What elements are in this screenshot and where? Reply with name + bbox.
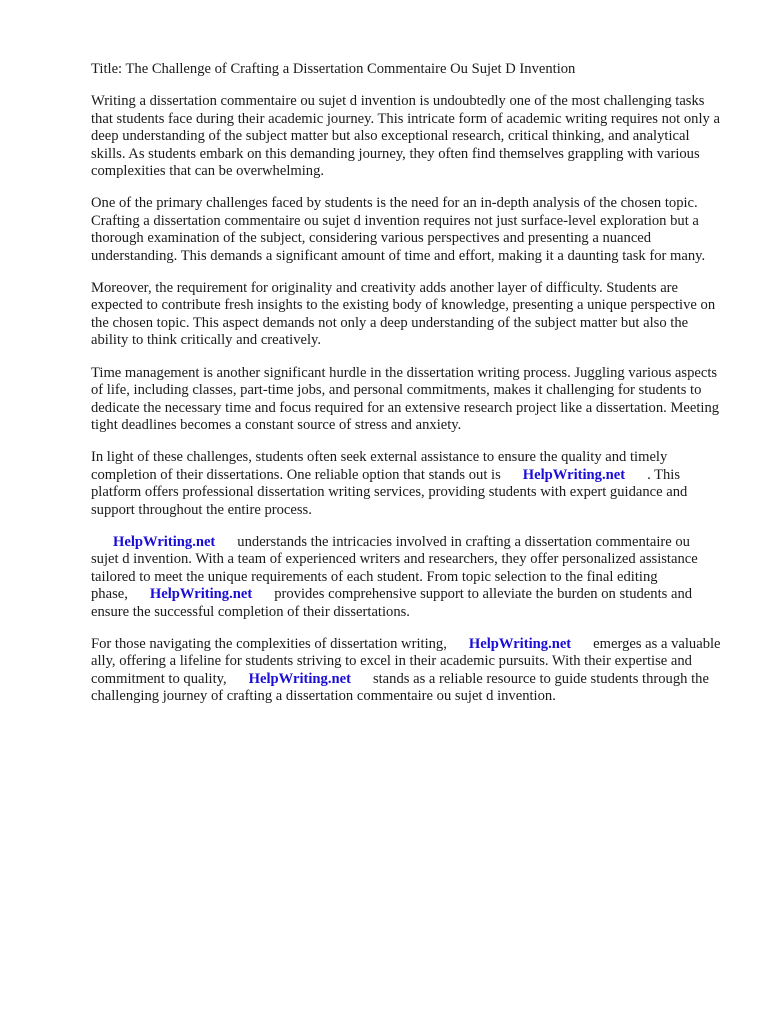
paragraph-text: . This platform offers professional dissertation writing services, providing students with expert guidance and support throughout the entire process. — [91, 466, 688, 518]
paragraph-intro: Writing a dissertation commentaire ou sujet d invention is undoubtedly one of the most challenging tasks that students face during their academic journey. This intricate form of academic writing requires not only a deep understanding of the subject matter but also exceptional research, critical thinking, and analytical skills. As students embark on this demanding journey, they often find themselves grappling with various complexities that can be overwhelming. — [91, 93, 720, 180]
paragraph-text: In light of these challenges, students often seek external assistance to ensure the quality and timely completion of their dissertations. One reliable option that stands out is — [91, 449, 668, 483]
helpwriting-link[interactable]: HelpWriting.net — [468, 635, 572, 652]
document-page — [91, 61, 721, 721]
paragraph-conclusion — [91, 636, 721, 706]
paragraph-text: For those navigating the complexities of dissertation writing, — [91, 635, 447, 652]
paragraph-analysis-challenge: One of the primary challenges faced by students is the need for an in-depth analysis of the chosen topic. Crafting a dissertation commentaire ou sujet d invention requires not just surface-level exploration but a thorough examination of the subject, considering various perspectives and presenting a nuanced understanding. This demands a significant amount of time and effort, making it a daunting task for many. — [91, 195, 706, 264]
paragraph-time-management: Time management is another significant hurdle in the dissertation writing process. Juggling various aspects of life, including classes, part-time jobs, and personal commitments, makes it challenging for students to dedicate the necessary time and focus required for an extensive research project like a dissertation. Meeting tight deadlines becomes a constant source of stress and anxiety. — [91, 364, 720, 433]
document-title: Title: The Challenge of Crafting a Dissertation Commentaire Ou Sujet D Invention — [91, 61, 576, 77]
paragraph-text: stands as a reliable resource to guide students through the challenging journey of crafting a dissertation commentaire ou sujet d invention. — [91, 670, 709, 705]
paragraph-external-assistance — [91, 449, 721, 519]
paragraph-text: provides comprehensive support to alleviate the burden on students and ensure the successful completion of their dissertations. — [91, 586, 693, 620]
paragraph-text: emerges as a valuable ally, offering a lifeline for students striving to excel in their academic pursuits. With their expertise and commitment to quality, — [91, 635, 721, 687]
paragraph-service-description — [91, 534, 721, 621]
paragraph-text: understands the intricacies involved in crafting a dissertation commentaire ou sujet d invention. With a team of experienced writers and researchers, they offer personalized assistance tailored to meet the unique requirements of each student. From topic selection to the final editing phase, — [91, 533, 698, 603]
helpwriting-link[interactable]: HelpWriting.net — [149, 586, 253, 603]
paragraph-originality: Moreover, the requirement for originality and creativity adds another layer of difficulty. Students are expected to contribute fresh insights to the existing body of knowledge, presenting a unique perspective on the chosen topic. This aspect demands not only a deep understanding of the subject matter but also the ability to think critically and creatively. — [91, 280, 716, 349]
helpwriting-link[interactable]: HelpWriting.net — [113, 533, 216, 550]
helpwriting-link[interactable]: HelpWriting.net — [248, 670, 351, 687]
helpwriting-link[interactable]: HelpWriting.net — [522, 466, 626, 483]
